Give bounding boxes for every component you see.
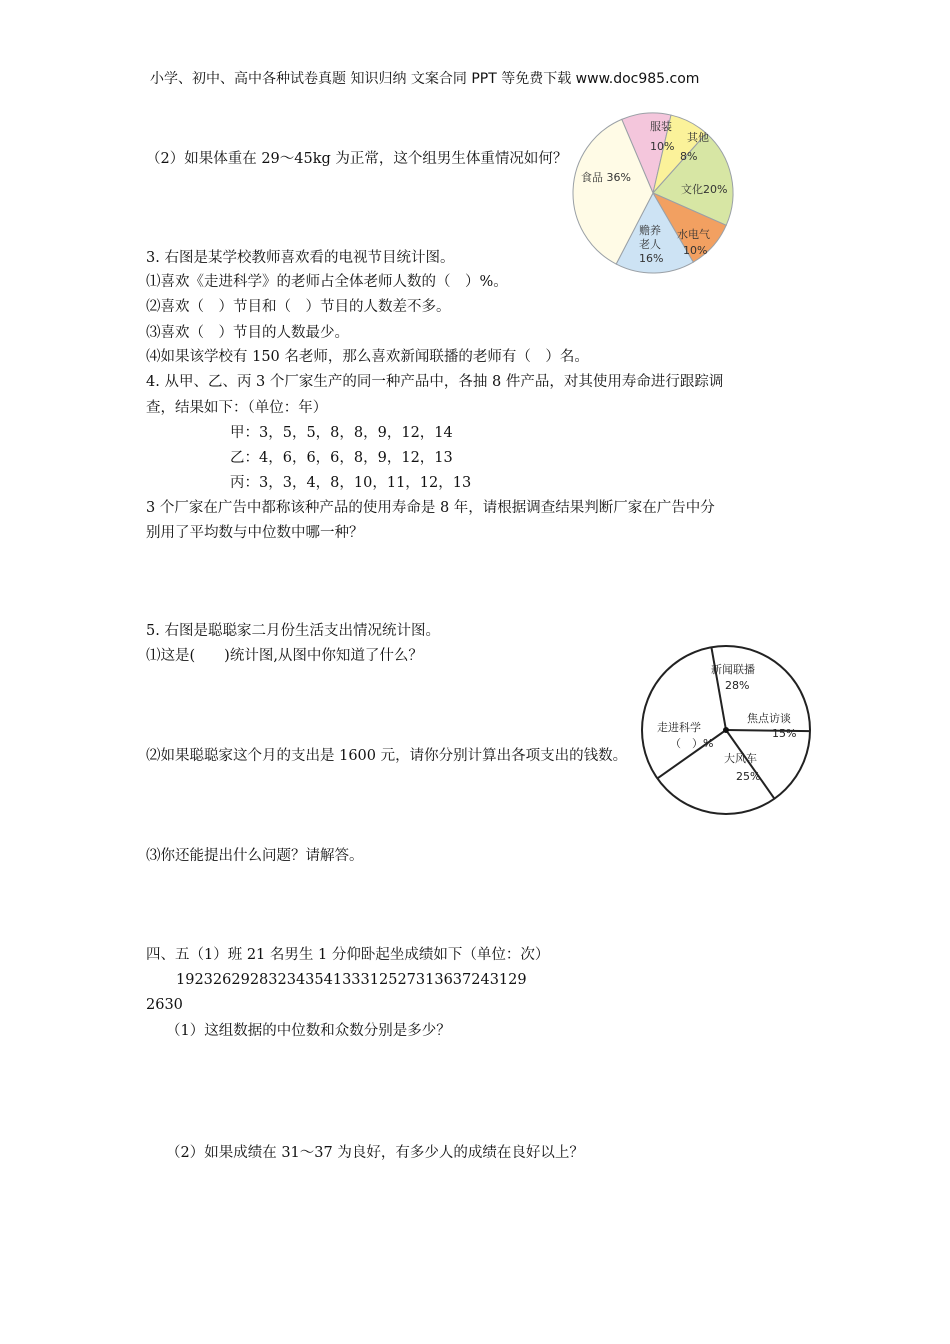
slice-label-utilities: 水电气	[677, 228, 710, 241]
slice-value-focus: 15%	[772, 727, 797, 740]
score-value: 30	[164, 997, 183, 1013]
score-value: 31	[415, 972, 435, 988]
score-value: 27	[397, 972, 416, 988]
slice-value-science: （ ）%	[670, 737, 714, 750]
pie-center	[723, 727, 729, 733]
slice-value-food: 食品 36%	[581, 171, 631, 184]
question-5-item-1: ⑴这是( )统计图,从图中你知道了什么？	[146, 648, 423, 664]
score-value: 32	[268, 972, 287, 988]
slice-value-utilities: 10%	[683, 244, 708, 257]
question-3-item-2: ⑵喜欢（ ）节目和（ ）节目的人数差不多。	[146, 299, 451, 315]
question-3-item-1: ⑴喜欢《走进科学》的老师占全体老师人数的（ ）%。	[146, 274, 508, 290]
question-4-text-2: 查，结果如下：（单位：年）	[146, 400, 328, 416]
slice-value-elderly: 16%	[639, 252, 664, 265]
score-value: 19	[176, 972, 195, 988]
question-4-text-3: 3 个厂家在广告中都称该种产品的使用寿命是 8 年，请根据调查结果判断厂家在广告中分	[146, 500, 715, 516]
score-value: 26	[212, 972, 232, 988]
factory-bing-data: 丙：3，3，4，8，10，11，12，13	[230, 475, 472, 491]
question-3-item-3: ⑶喜欢（ ）节目的人数最少。	[146, 325, 349, 341]
score-value: 31	[489, 972, 509, 988]
factory-yi-data: 乙：4，6，6，6，8，9，12，13	[230, 450, 453, 466]
score-value: 25	[378, 972, 398, 988]
question-5-title: 5. 右图是聪聪家二月份生活支出情况统计图。	[146, 623, 440, 639]
page-header: 小学、初中、高中各种试卷真题 知识归纳 文案合同 PPT 等免费下载 www.doc985.com	[150, 71, 700, 87]
factory-jia-data: 甲：3，5，5，8，8，9，12，14	[230, 425, 453, 441]
question-four-sub-1: （1）这组数据的中位数和众数分别是多少？	[166, 1023, 451, 1039]
slice-label-elderly-1: 赡养	[639, 224, 661, 237]
question-four-sub-2: （2）如果成绩在 31～37 为良好，有多少人的成绩在良好以上？	[166, 1145, 584, 1161]
question-5-item-2: ⑵如果聪聪家这个月的支出是 1600 元，请你分别计算出各项支出的钱数。	[146, 748, 628, 764]
score-value: 26	[146, 997, 165, 1013]
question-5-item-3: ⑶你还能提出什么问题？请解答。	[146, 848, 364, 864]
slice-label-windmill: 大风车	[724, 752, 757, 765]
score-value: 34	[286, 972, 306, 988]
scores-row-2	[146, 995, 183, 1015]
question-4-text-4: 别用了平均数与中位数中哪一种？	[146, 525, 364, 541]
score-value: 28	[249, 972, 269, 988]
score-value: 24	[471, 972, 490, 988]
score-value: 31	[360, 972, 379, 988]
score-value: 23	[194, 972, 213, 988]
score-value: 41	[323, 972, 343, 988]
question-2-sub-2: （2）如果体重在 29～45kg 为正常，这个组男生体重情况如何？	[146, 151, 568, 167]
question-4-text-1: 4. 从甲、乙、丙 3 个厂家生产的同一种产品中，各抽 8 件产品，对其使用寿命进行跟踪调	[146, 374, 724, 390]
tv-program-pie-chart	[636, 640, 816, 820]
slice-label-clothing: 服装	[650, 120, 672, 133]
slice-label-elderly-2: 老人	[639, 238, 661, 251]
question-3-item-4: ⑷如果该学校有 150 名老师，那么喜欢新闻联播的老师有（ ）名。	[146, 349, 589, 365]
slice-value-windmill: 25%	[736, 770, 761, 783]
score-value: 35	[305, 972, 324, 988]
score-value: 33	[342, 972, 361, 988]
slice-label-news: 新闻联播	[711, 663, 755, 676]
score-value: 36	[434, 972, 453, 988]
slice-value-other: 8%	[680, 150, 698, 163]
expense-pie-chart	[570, 110, 750, 275]
slice-label-science: 走进科学	[657, 721, 701, 734]
slice-value-culture: 文化20%	[681, 183, 728, 196]
slice-label-focus: 焦点访谈	[747, 712, 791, 725]
score-value: 29	[231, 972, 250, 988]
scores-row-1	[176, 970, 527, 990]
slice-label-other: 其他	[687, 131, 709, 144]
slice-value-news: 28%	[725, 679, 750, 692]
question-3-title: 3. 右图是某学校教师喜欢看的电视节目统计图。	[146, 250, 455, 266]
score-value: 37	[452, 972, 472, 988]
slice-value-clothing: 10%	[650, 140, 675, 153]
question-four-title: 四、五（1）班 21 名男生 1 分仰卧起坐成绩如下（单位：次）	[146, 947, 550, 963]
score-value: 29	[508, 972, 527, 988]
pie-divider	[726, 730, 810, 731]
